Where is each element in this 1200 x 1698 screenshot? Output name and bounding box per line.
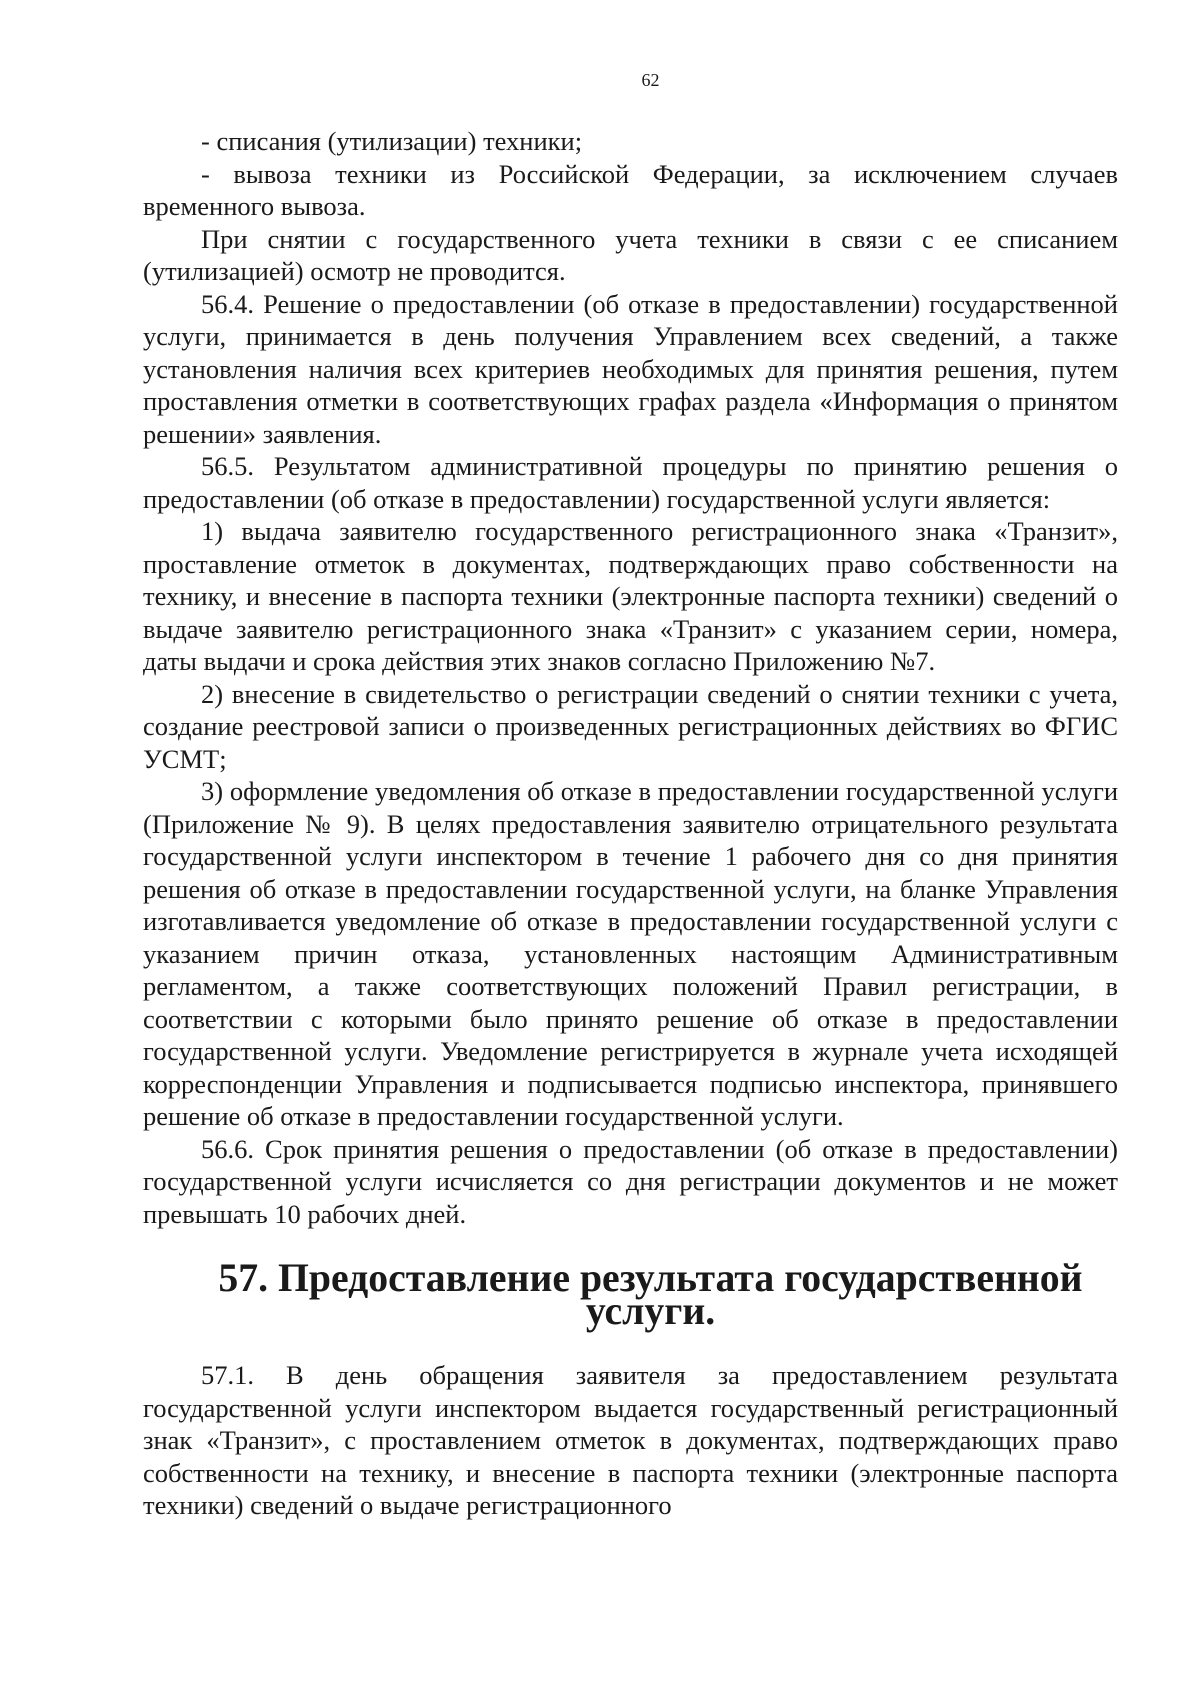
paragraph-item-3: 3) оформление уведомления об отказе в предоставлении государственной услуги (Приложение № 9). В целях предоставления заявителю отрицательного результата государственной услуги инспектором в течение 1 рабочего дня со дня принятия решения об отказе в предоставлении государственной услуги, на бланке Управления изготавливается уведомление об отказе в предоставлении государственной услуги с указанием причин отказа, установленных настоящим Административным регламентом, а также соответствующих положений Правил регистрации, в соответствии с которыми было принято решение об отказе в предоставлении государственной услуги. Уведомление регистрируется в журнале учета исходящей корреспонденции Управления и подписывается подписью инспектора, принявшего решение об отказе в предоставлении государственной услуги. [143, 776, 1118, 1131]
paragraph-57-1: 57.1. В день обращения заявителя за предоставлением результата государственной услуги инспектором выдается государственный регистрационный знак «Транзит», с проставлением отметок в документах, подтверждающих право собственности на технику, и внесение в паспорта техники (электронные паспорта техники) сведений о выдаче регистрационного [143, 1360, 1118, 1520]
section-heading-57: 57. Предоставление результата государственной услуги. [218, 1256, 1083, 1333]
paragraph-item-2: 2) внесение в свидетельство о регистрации сведений о снятии техники с учета, создание реестровой записи о произведенных регистрационных действиях во ФГИС УСМТ; [143, 678, 1118, 774]
paragraph-56-5: 56.5. Результатом административной процедуры по принятию решения о предоставлении (об отказе в предоставлении) государственной услуги является: [143, 451, 1118, 514]
paragraph-56-4: 56.4. Решение о предоставлении (об отказе в предоставлении) государственной услуги, принимается в день получения Управлением всех сведений, а также установления наличия всех критериев необходимых для принятия решения, путем проставления отметки в соответствующих графах раздела «Информация о принятом решении» заявления. [143, 288, 1118, 449]
paragraph-dash-write-off: - списания (утилизации) техники; [201, 126, 583, 156]
paragraph-56-6: 56.6. Срок принятия решения о предоставлении (об отказе в предоставлении) государственной услуги исчисляется со дня регистрации документов и не может превышать 10 рабочих дней. [143, 1133, 1118, 1229]
page-number: 62 [641, 70, 660, 90]
paragraph-item-1: 1) выдача заявителю государственного регистрационного знака «Транзит», проставление отметок в документах, подтверждающих право собственности на технику, и внесение в паспорта техники (электронные паспорта техники) сведений о выдаче заявителю регистрационного знака «Транзит» с указанием серии, номера, даты выдачи и срока действия этих знаков согласно Приложению №7. [143, 516, 1118, 676]
paragraph-no-inspection: При снятии с государственного учета техники в связи с ее списанием (утилизацией) осмотр не проводится. [143, 223, 1118, 286]
paragraph-dash-export: - вывоза техники из Российской Федерации, за исключением случаев временного вывоза. [143, 158, 1118, 221]
